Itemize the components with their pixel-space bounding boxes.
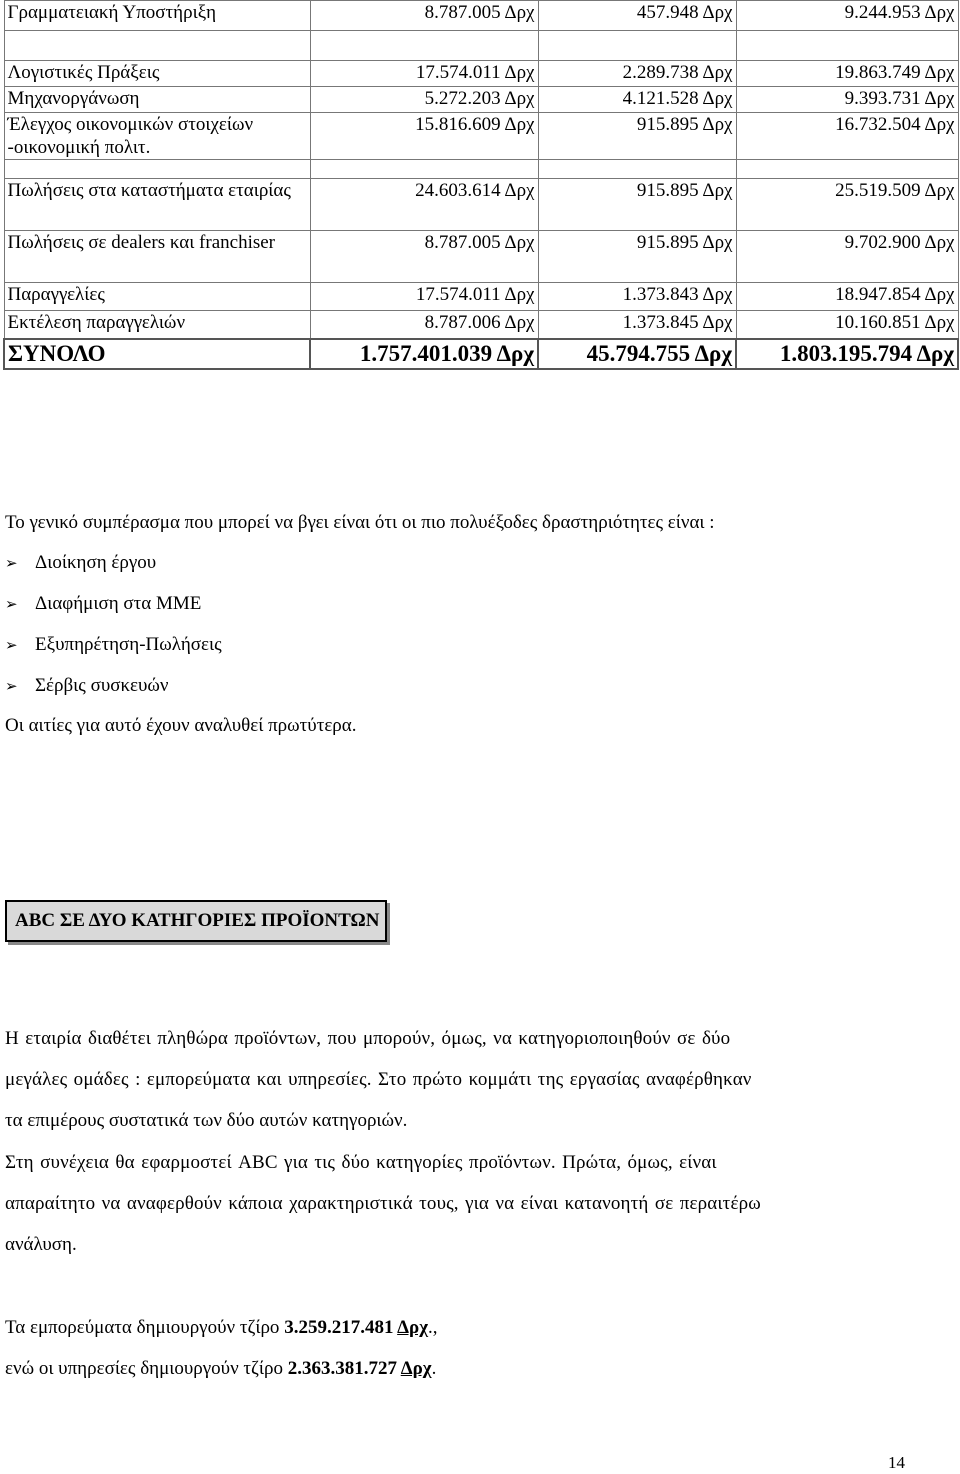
- table-row: [4, 311, 958, 339]
- cost-cell: [310, 160, 538, 179]
- paragraph1-line: Η εταιρία διαθέτει πληθώρα προϊόντων, που μπορούν, όμως, να κατηγοριοποιηθούν σε δύο: [5, 1028, 731, 1049]
- bullet-item: [5, 674, 169, 698]
- arrow-bullet-icon: ➢: [5, 595, 18, 613]
- paragraph1-line: τα επιμέρους συστατικά των δύο αυτών κατηγοριών.: [5, 1110, 408, 1131]
- cost-cell: 2.289.738 Δρχ: [538, 61, 736, 87]
- paragraph2-line: Στη συνέχεια θα εφαρμοστεί ABC για τις δύο κατηγορίες προϊόντων. Πρώτα, όμως, είναι: [5, 1152, 717, 1173]
- total-cell: [736, 160, 958, 179]
- row-label: [4, 160, 310, 179]
- total-cost-cell: 45.794.755 Δρχ: [538, 339, 736, 369]
- goods-turnover-prefix: Τα εμπορεύματα δημιουργούν τζίρο: [5, 1317, 285, 1338]
- row-label: Πωλήσεις στα καταστήματα εταιρίας: [4, 179, 310, 231]
- bullet-text: Διαφήμιση στα ΜΜΕ: [35, 593, 202, 614]
- bullet-item: [5, 592, 201, 616]
- bullet-text: Εξυπηρέτηση-Πωλήσεις: [35, 634, 222, 655]
- services-turnover-prefix: ενώ οι υπηρεσίες δημιουργούν τζίρο: [5, 1358, 288, 1379]
- conclusion-intro: Το γενικό συμπέρασμα που μπορεί να βγει είναι ότι οι πιο πολυέξοδες δραστηριότητες είναι :: [5, 512, 715, 533]
- cost-table: [3, 0, 959, 370]
- bullet-text: Διοίκηση έργου: [35, 552, 157, 573]
- cost-cell: 8.787.006 Δρχ: [310, 311, 538, 339]
- cost-cell: 8.787.005 Δρχ: [310, 1, 538, 31]
- table-row: [4, 283, 958, 311]
- total-cell: 9.244.953 Δρχ: [736, 1, 958, 31]
- cost-cell: 457.948 Δρχ: [538, 1, 736, 31]
- cost-cell: 915.895 Δρχ: [538, 113, 736, 160]
- total-cost-cell: 1.757.401.039 Δρχ: [310, 339, 538, 369]
- table-row: [4, 160, 958, 179]
- goods-turnover-line: [5, 1316, 438, 1340]
- table-row: [4, 31, 958, 61]
- total-cell: 9.393.731 Δρχ: [736, 87, 958, 113]
- grand-total-cell: 1.803.195.794 Δρχ: [736, 339, 958, 369]
- row-label: Γραμματειακή Υποστήριξη: [4, 1, 310, 31]
- arrow-bullet-icon: ➢: [5, 677, 18, 695]
- bullet-item: [5, 551, 156, 575]
- cost-cell: 8.787.005 Δρχ: [310, 231, 538, 283]
- cost-cell: [538, 160, 736, 179]
- cost-cell: 24.603.614 Δρχ: [310, 179, 538, 231]
- cost-cell: 17.574.011 Δρχ: [310, 61, 538, 87]
- table-row: [4, 179, 958, 231]
- bullet-text: Σέρβις συσκευών: [35, 675, 169, 696]
- services-turnover-suffix: .: [431, 1358, 437, 1379]
- row-label: Μηχανοργάνωση: [4, 87, 310, 113]
- conclusion-outro: Οι αιτίες για αυτό έχουν αναλυθεί πρωτύτερα.: [5, 715, 357, 736]
- total-cell: 19.863.749 Δρχ: [736, 61, 958, 87]
- services-turnover-line: [5, 1357, 436, 1381]
- cost-cell: [310, 31, 538, 61]
- goods-turnover-unit: Δρχ: [397, 1317, 428, 1338]
- table-row: [4, 113, 958, 160]
- page-number: 14: [888, 1453, 905, 1472]
- paragraph2-line: ανάλυση.: [5, 1234, 77, 1255]
- paragraph1-line: μεγάλες ομάδες : εμπορεύματα και υπηρεσίες. Στο πρώτο κομμάτι της εργασίας αναφέρθηκαν: [5, 1069, 752, 1090]
- table-row: [4, 87, 958, 113]
- table-row: [4, 231, 958, 283]
- cost-cell: 1.373.845 Δρχ: [538, 311, 736, 339]
- row-label: Λογιστικές Πράξεις: [4, 61, 310, 87]
- cost-cell: 15.816.609 Δρχ: [310, 113, 538, 160]
- total-label: ΣΥΝΟΛΟ: [4, 339, 310, 369]
- row-label: Παραγγελίες: [4, 283, 310, 311]
- row-label: Έλεγχος οικονομικών στοιχείων -οικονομική πολιτ.: [4, 113, 310, 160]
- services-turnover-amount: 2.363.381.727: [287, 1358, 398, 1379]
- bullet-item: [5, 633, 222, 657]
- cost-cell: [538, 31, 736, 61]
- total-row: [4, 339, 958, 369]
- total-cell: 16.732.504 Δρχ: [736, 113, 958, 160]
- goods-turnover-suffix: .,: [428, 1317, 438, 1338]
- total-cell: 18.947.854 Δρχ: [736, 283, 958, 311]
- arrow-bullet-icon: ➢: [5, 554, 18, 572]
- goods-turnover-amount: 3.259.217.481: [284, 1317, 394, 1338]
- cost-cell: 915.895 Δρχ: [538, 179, 736, 231]
- total-cell: [736, 31, 958, 61]
- row-label: Εκτέλεση παραγγελιών: [4, 311, 310, 339]
- section-heading: ABC ΣΕ ΔΥΟ ΚΑΤΗΓΟΡΙΕΣ ΠΡΟΪΟΝΤΩΝ: [5, 900, 387, 942]
- paragraph2-line: απαραίτητο να αναφερθούν κάποια χαρακτηριστικά τους, για να είναι κατανοητή σε περαιτέρω: [5, 1193, 761, 1214]
- arrow-bullet-icon: ➢: [5, 636, 18, 654]
- total-cell: 9.702.900 Δρχ: [736, 231, 958, 283]
- cost-cell: 17.574.011 Δρχ: [310, 283, 538, 311]
- cost-cell: 1.373.843 Δρχ: [538, 283, 736, 311]
- services-turnover-unit: Δρχ: [400, 1358, 432, 1379]
- cost-cell: 4.121.528 Δρχ: [538, 87, 736, 113]
- row-label: Πωλήσεις σε dealers και franchiser: [4, 231, 310, 283]
- table-row: [4, 61, 958, 87]
- cost-cell: 915.895 Δρχ: [538, 231, 736, 283]
- row-label: [4, 31, 310, 61]
- total-cell: 10.160.851 Δρχ: [736, 311, 958, 339]
- table-row: [4, 1, 958, 31]
- cost-table-body: [4, 1, 958, 369]
- cost-cell: 5.272.203 Δρχ: [310, 87, 538, 113]
- total-cell: 25.519.509 Δρχ: [736, 179, 958, 231]
